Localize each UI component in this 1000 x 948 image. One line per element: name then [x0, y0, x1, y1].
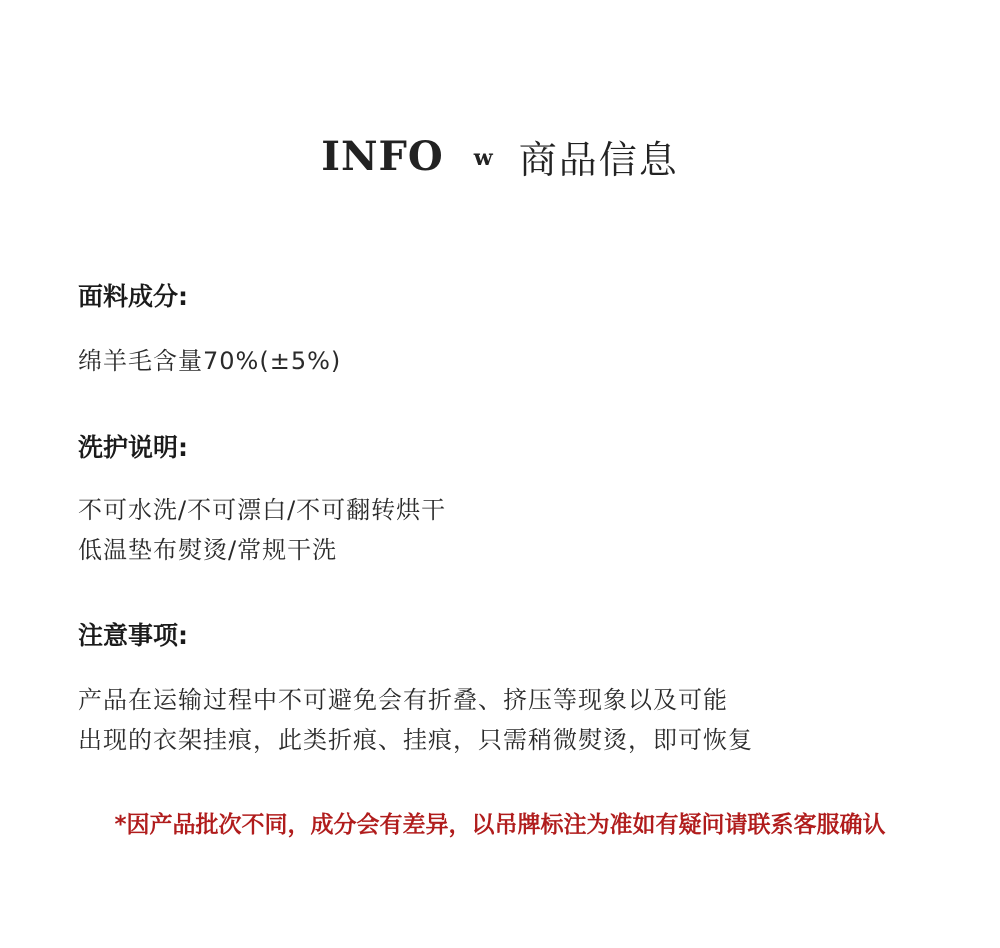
header-title-en: INFO	[321, 132, 444, 180]
disclaimer-note: *因产品批次不同，成分会有差异，以吊牌标注为准如有疑问请联系客服确认	[114, 812, 886, 838]
fabric-section	[78, 281, 958, 381]
notice-line-2: 出现的衣架挂痕，此类折痕、挂痕，只需稍微熨烫，即可恢复	[78, 726, 753, 754]
fabric-content-line: 绵羊毛含量70%(±5%)	[78, 347, 342, 375]
care-title: 洗护说明:	[78, 433, 188, 462]
care-line-1: 不可水洗/不可漂白/不可翻转烘干	[78, 496, 447, 524]
page-header	[0, 128, 1000, 184]
care-line-2: 低温垫布熨烫/常规干洗	[78, 536, 338, 564]
notice-section	[78, 620, 958, 760]
notice-title: 注意事项:	[78, 621, 188, 650]
fabric-title: 面料成分:	[78, 282, 188, 311]
notice-line-1: 产品在运输过程中不可避免会有折叠、挤压等现象以及可能	[78, 686, 728, 714]
header-separator-glyph: w	[473, 145, 493, 171]
care-section	[78, 432, 958, 570]
header-title-cn: 商品信息	[518, 137, 679, 182]
